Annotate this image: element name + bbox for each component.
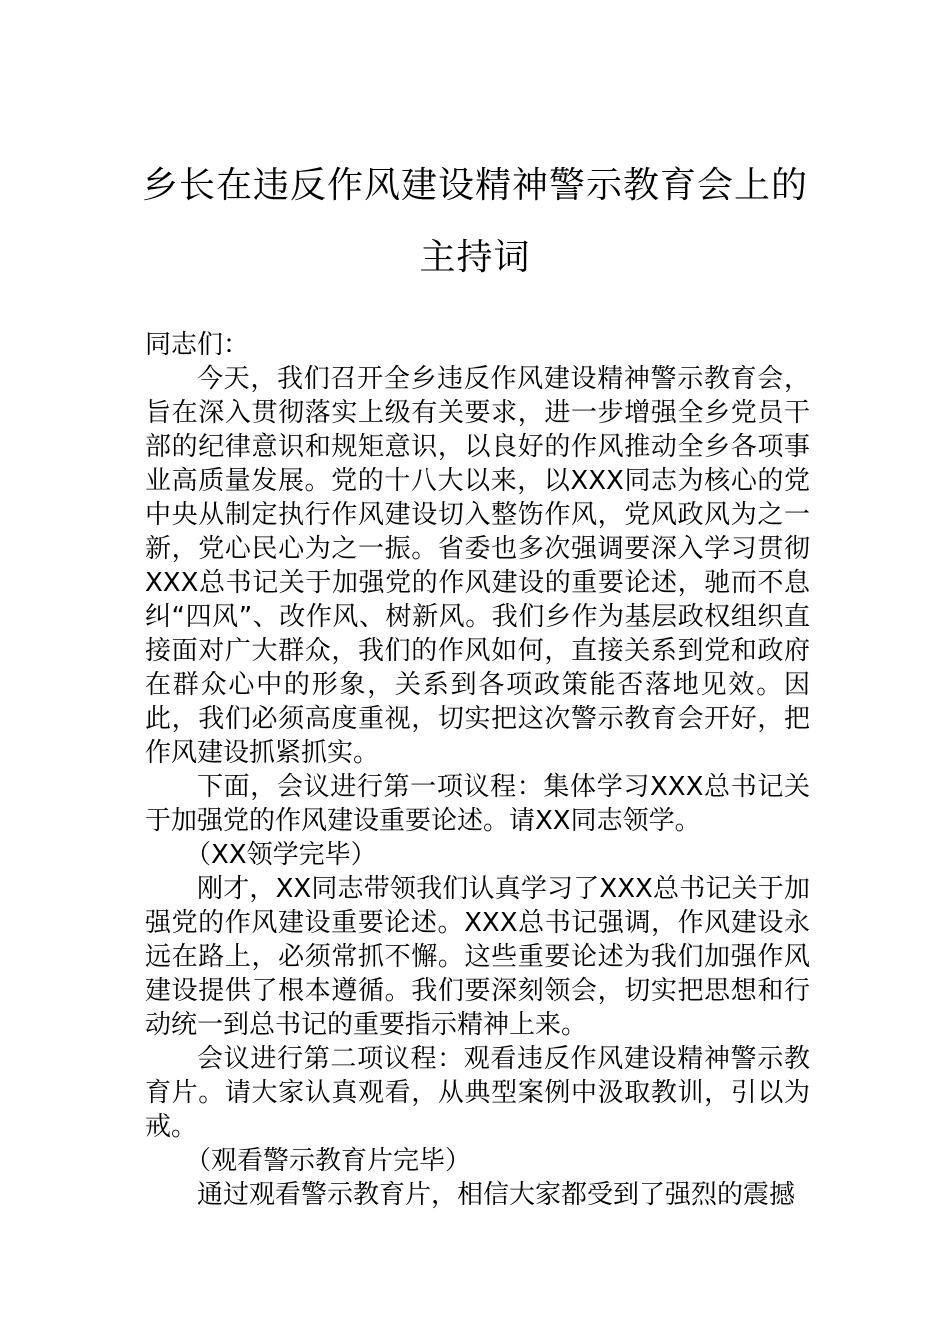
stage-note-1: （XX领学完毕）	[185, 840, 377, 870]
paragraph-opening: 今天，我们召开全乡违反作风建设精神警示教育会，旨在深入贯彻落实上级有关要求，进一步增强全乡党员干部的纪律意识和规矩意识，以良好的作风推动全乡各项事业高质量发展。党的十八大以来，以XXX同志为核心的党中央从制定执行作风建设切入整饬作风，党风政风为之一新，党心民心为之一振。省委也多次强调要深入学习贯彻XXX总书记关于加强党的作风建设的重要论述，驰而不息纠“四风”、改作风、树新风。我们乡作为基层政权组织直接面对广大群众，我们的作风如何，直接关系到党和政府在群众心中的形象，关系到各项政策能否落地见效。因此，我们必须高度重视，切实把这次警示教育会开好，把作风建设抓紧抓实。	[145, 364, 810, 768]
document-title-line-2: 主持词	[419, 237, 531, 278]
document-body	[145, 328, 810, 1212]
document-title-line-1: 乡长在违反作风建设精神警示教育会上的	[141, 165, 808, 206]
paragraph-agenda-2: 会议进行第二项议程：观看违反作风建设精神警示教育片。请大家认真观看，从典型案例中汲取教训，引以为戒。	[145, 1044, 810, 1142]
stage-note-2: （观看警示教育片完毕）	[185, 1146, 472, 1176]
paragraph-agenda-1: 下面，会议进行第一项议程：集体学习XXX总书记关于加强党的作风建设重要论述。请XX同志领学。	[145, 772, 810, 836]
paragraph-summary-2: 通过观看警示教育片，相信大家都受到了强烈的震撼	[197, 1180, 796, 1210]
paragraph-summary-1: 刚才，XX同志带领我们认真学习了XXX总书记关于加强党的作风建设重要论述。XXX总书记强调，作风建设永远在路上，必须常抓不懈。这些重要论述为我们加强作风建设提供了根本遵循。我们要深刻领会，切实把思想和行动统一到总书记的重要指示精神上来。	[145, 874, 810, 1040]
salutation: 同志们：	[145, 330, 250, 360]
